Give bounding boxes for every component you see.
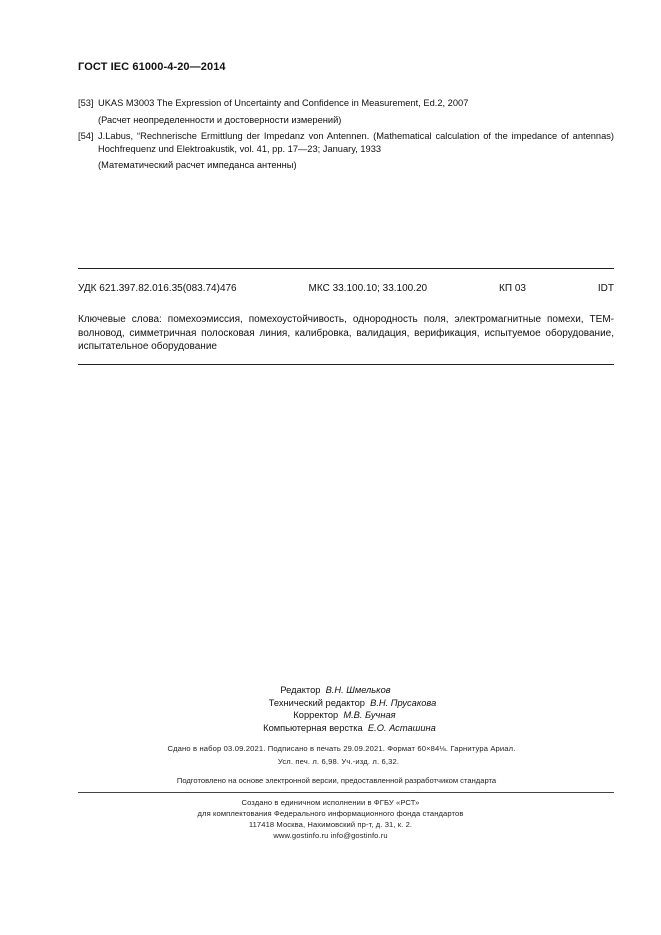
publisher-info [0,797,661,841]
divider-bottom [78,792,614,793]
publisher-address: 117418 Москва, Нахимовский пр-т, д. 31, к. 2. [248,820,413,829]
bibliography-list [78,97,614,176]
publisher-line: для комплектования Федерального информационного фонда стандартов [197,809,464,818]
credit-role: Компьютерная верстка [263,722,363,733]
reference-number: [53] [78,98,94,108]
credit-name: В.Н. Шмельков [325,685,391,695]
print-info-line: Усл. печ. л. 6,98. Уч.-изд. л. 6,32. [277,756,400,766]
credit-name: Е.О. Асташина [367,722,436,733]
reference-translation: (Расчет неопределенности и достоверности измерений) [98,114,342,125]
credit-layout [0,722,661,735]
credit-role: Редактор [280,685,321,695]
reference-text: UKAS M3003 The Expression of Uncertainty and Confidence in Measurement, Ed.2, 2007 [98,98,469,108]
print-info-line: Сдано в набор 03.09.2021. Подписано в печать 29.09.2021. Формат 60×84⅛. Гарнитура Ариал. [167,744,516,753]
credit-role: Корректор [293,710,339,720]
credit-editor [0,684,661,697]
reference-translation: (Математический расчет импеданса антенны) [98,160,297,170]
editorial-credits [0,684,661,734]
credit-name: В.Н. Прусакова [370,697,437,708]
credit-proofreader [0,709,661,722]
credit-role: Технический редактор [268,697,365,708]
divider-top [78,268,614,269]
credit-technical-editor [0,697,661,710]
reference-item [78,130,614,172]
prepared-note: Подготовлено на основе электронной версии, предоставленной разработчиком стандарта [176,776,497,785]
mks-code: МКС 33.100.10; 33.100.20 [308,283,428,294]
keywords-text: Ключевые слова: помехоэмиссия, помехоустойчивость, однородность поля, электромагнитные помехи, ТЕМ-волновод, симметричная полосковая линия, калибровка, валидация, верификация, испытуемое оборудование, испытательное оборудование [78,314,614,352]
idt-mark: IDT [597,283,614,294]
publisher-contacts: www.gostinfo.ru info@gostinfo.ru [273,831,388,840]
standard-header: ГОСТ IEC 61000-4-20—2014 [78,61,226,73]
kp-code: КП 03 [499,283,526,294]
reference-text: J.Labus, “Rechnerische Ermittlung der Impedanz von Antennen. (Mathematical calculation of the impedance of antennas) Hochfrequenz und Elektroakustik, vol. 41, pp. 17—23; January, 1933 [98,131,614,154]
reference-item [78,97,614,126]
reference-number: [54] [78,131,94,141]
udk-code: УДК 621.397.82.016.35(083.74)476 [78,283,237,294]
print-info [0,743,661,768]
divider-keywords [78,364,614,365]
publisher-line: Создано в единичном исполнении в ФГБУ «РСТ» [241,798,420,807]
credit-name: М.В. Бучная [343,710,396,720]
classification-row [78,283,614,294]
